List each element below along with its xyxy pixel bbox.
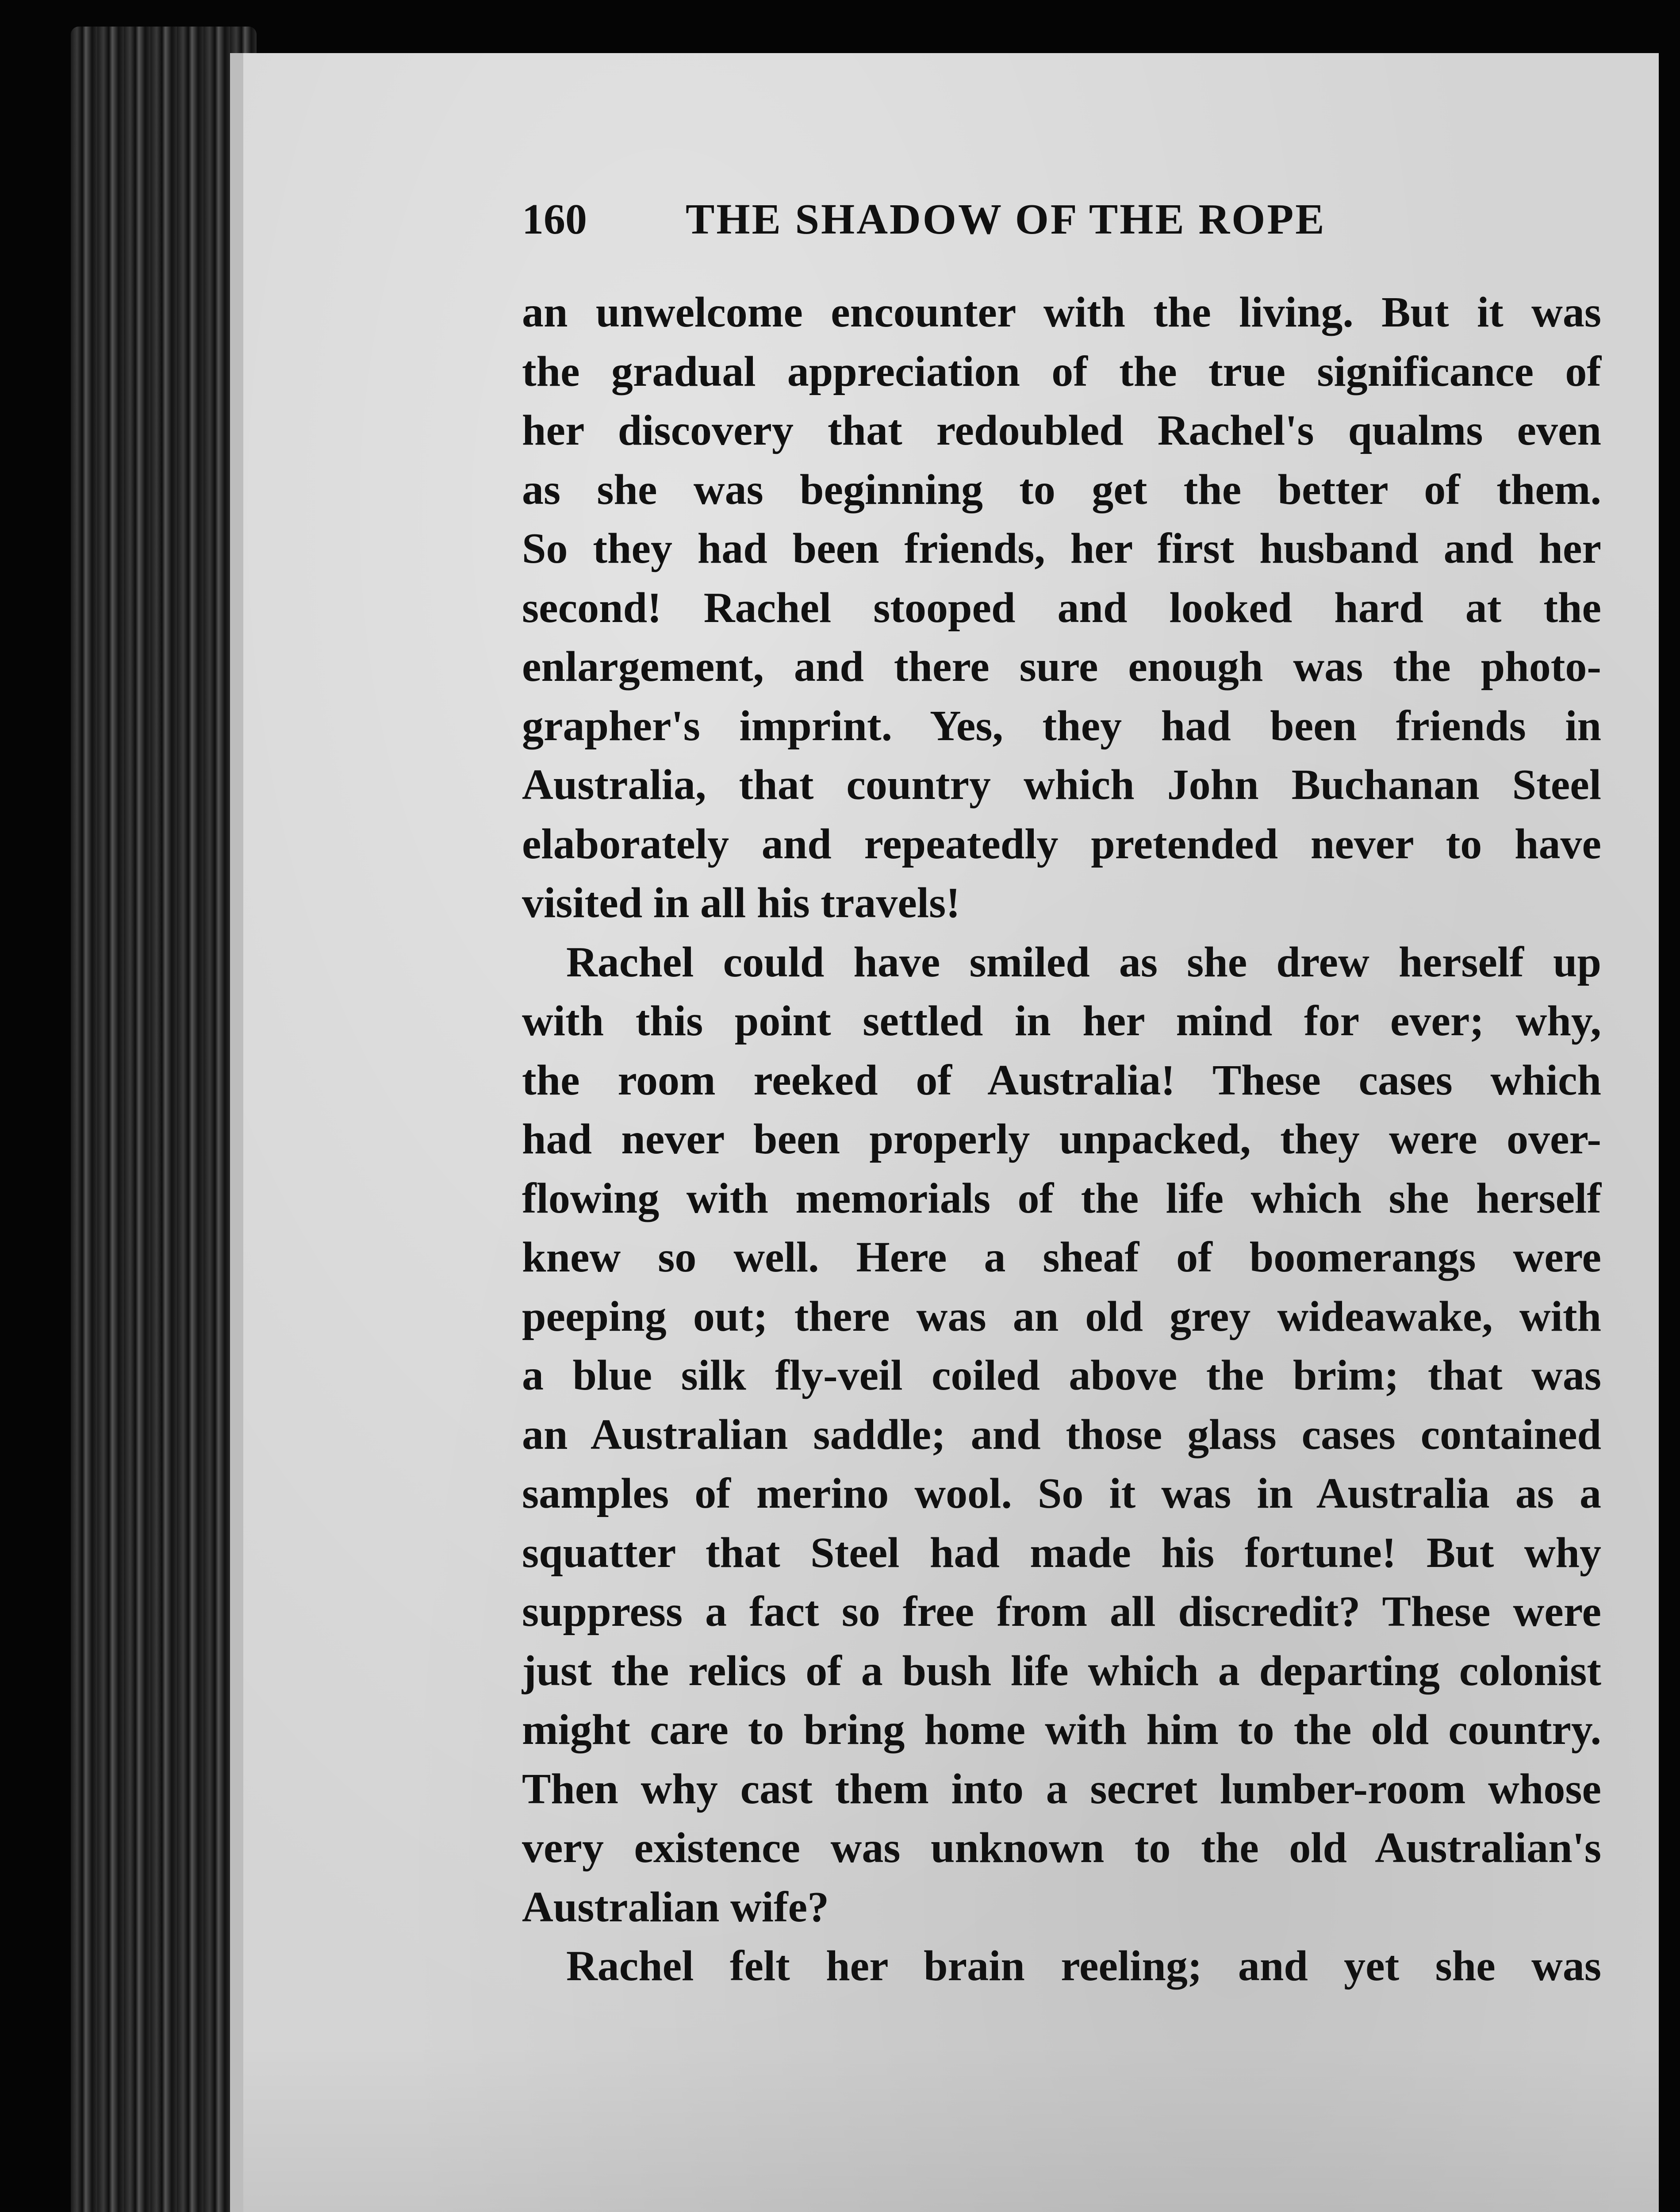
text-line: Rachel could have smiled as she drew herself up (566, 938, 1601, 986)
text-line: her discovery that redoubled Rachel's qualms even (522, 407, 1601, 454)
page-number: 160 (522, 196, 587, 243)
text-line: with this point settled in her mind for ever; why, (522, 997, 1601, 1045)
text-line: very existence was unknown to the old Australian's (522, 1824, 1601, 1872)
body-text (522, 283, 1601, 1996)
text-line: Australia, that country which John Buchanan Steel (522, 761, 1601, 809)
text-line: might care to bring home with him to the old country. (522, 1706, 1601, 1754)
text-line: suppress a fact so free from all discredit? These were (522, 1588, 1601, 1636)
text-line: second! Rachel stooped and looked hard at the (522, 584, 1601, 632)
text-line: just the relics of a bush life which a departing colonist (522, 1647, 1601, 1695)
text-line: peeping out; there was an old grey wideawake, with (522, 1292, 1601, 1340)
text-line: So they had been friends, her first husband and her (522, 525, 1601, 572)
text-line: squatter that Steel had made his fortune! But why (522, 1528, 1601, 1577)
running-header (292, 195, 1486, 257)
text-line: enlargement, and there sure enough was the photo- (522, 643, 1601, 691)
text-line: Then why cast them into a secret lumber-room whose (522, 1765, 1601, 1813)
text-line: a blue silk fly-veil coiled above the brim; that was (522, 1352, 1601, 1399)
text-line: as she was beginning to get the better of them. (522, 465, 1601, 514)
text-line: had never been properly unpacked, they were over- (522, 1115, 1601, 1163)
text-line: samples of merino wool. So it was in Australia as a (522, 1470, 1601, 1517)
text-line: flowing with memorials of the life which she herself (522, 1174, 1601, 1222)
running-title: THE SHADOW OF THE ROPE (686, 196, 1326, 243)
text-line: visited in all his travels! (522, 879, 960, 927)
text-line: an unwelcome encounter with the living. But it was (522, 288, 1601, 336)
page-shading (243, 2044, 1659, 2212)
text-line: Australian wife? (522, 1883, 829, 1931)
text-line: Rachel felt her brain reeling; and yet she was (566, 1942, 1601, 1990)
book-fore-edge (71, 27, 257, 2212)
text-line: the room reeked of Australia! These cases which (522, 1056, 1601, 1104)
text-line: knew so well. Here a sheaf of boomerangs were (522, 1233, 1601, 1281)
text-line: grapher's imprint. Yes, they had been friends in (522, 702, 1601, 750)
text-line: an Australian saddle; and those glass cases contained (522, 1410, 1601, 1459)
text-line: elaborately and repeatedly pretended never to have (522, 820, 1601, 868)
text-line: the gradual appreciation of the true significance of (522, 347, 1601, 396)
